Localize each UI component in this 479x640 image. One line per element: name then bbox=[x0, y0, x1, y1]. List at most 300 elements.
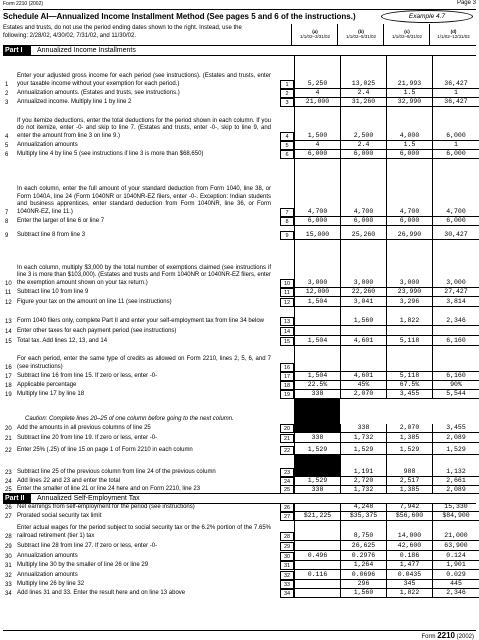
form-line-13 bbox=[3, 307, 476, 326]
value-cell[interactable]: 1,477 bbox=[386, 561, 432, 570]
value-cell[interactable]: 26,990 bbox=[386, 226, 432, 240]
value-cell[interactable]: 1 bbox=[432, 89, 479, 98]
value-cell[interactable]: 4,700 bbox=[386, 159, 432, 217]
value-cell[interactable]: 296 bbox=[340, 580, 386, 589]
column-period: 1/1/02–12/31/02 bbox=[437, 34, 470, 39]
value-cell[interactable]: 32,990 bbox=[386, 98, 432, 107]
shaded-cell bbox=[294, 399, 340, 425]
value-cell[interactable]: 0.496 bbox=[294, 551, 340, 561]
value-cell[interactable]: 5,118 bbox=[386, 372, 432, 381]
line-number: 13 bbox=[5, 319, 12, 325]
value-cell[interactable]: 2,661 bbox=[432, 477, 479, 486]
value-cell[interactable]: 2,500 bbox=[340, 107, 386, 141]
line-box-number: 22 bbox=[280, 446, 294, 455]
value-cell[interactable] bbox=[432, 346, 479, 372]
schedule-header bbox=[3, 9, 476, 24]
value-cell[interactable]: 7,942 bbox=[386, 503, 432, 512]
line-box-number: 3 bbox=[280, 98, 294, 107]
line-box-number: 21 bbox=[280, 434, 294, 443]
value-cell[interactable]: 1,504 bbox=[294, 336, 340, 346]
form-line-19 bbox=[3, 390, 476, 399]
line-number: 2 bbox=[5, 91, 9, 97]
value-cell[interactable] bbox=[294, 580, 340, 589]
line-box-number: 14 bbox=[280, 327, 294, 336]
page-footer bbox=[3, 630, 476, 640]
value-cell[interactable] bbox=[294, 561, 340, 570]
line-description: Subtract line 20 from line 19. If zero or less, enter -0- bbox=[17, 434, 158, 441]
line-number: 23 bbox=[5, 470, 12, 476]
line-description: Multiply line 30 by the smaller of line 26 or line 29 bbox=[17, 561, 149, 568]
form-line-7 bbox=[3, 159, 476, 217]
value-cell[interactable]: 30,427 bbox=[432, 226, 479, 240]
form-line-9 bbox=[3, 226, 476, 240]
line-number: 3 bbox=[5, 100, 9, 106]
form-line-32 bbox=[3, 570, 476, 580]
line-description: Subtract line 8 from line 3 bbox=[17, 231, 86, 238]
form-line-6 bbox=[3, 150, 476, 159]
line-number: 26 bbox=[5, 505, 12, 511]
form-footer-label bbox=[422, 631, 474, 640]
line-box-number: 6 bbox=[280, 150, 294, 159]
form-line-14 bbox=[3, 326, 476, 336]
form-line-17 bbox=[3, 372, 476, 381]
value-cell[interactable] bbox=[386, 326, 432, 336]
value-cell[interactable]: 1,822 bbox=[386, 307, 432, 326]
column-letter: (c) bbox=[404, 29, 410, 34]
value-cell[interactable]: 2,070 bbox=[340, 390, 386, 399]
part1-header bbox=[3, 45, 476, 56]
line-number: 12 bbox=[5, 300, 12, 306]
form-line-20 bbox=[3, 424, 476, 433]
line-description: Caution: Complete lines 20–25 of one column before going to the next column. bbox=[25, 415, 234, 422]
line-number: 14 bbox=[5, 329, 12, 335]
line-number: 4 bbox=[5, 134, 9, 140]
line-description: Enter the larger of line 6 or line 7 bbox=[17, 217, 105, 224]
form-line-3 bbox=[3, 98, 476, 107]
form-line-30 bbox=[3, 551, 476, 561]
line-number: 28 bbox=[5, 534, 12, 540]
line-description: Subtract line 10 from line 9 bbox=[17, 288, 89, 295]
form-line-33 bbox=[3, 580, 476, 589]
value-cell[interactable]: 4,601 bbox=[340, 372, 386, 381]
value-cell[interactable]: 345 bbox=[386, 580, 432, 589]
line-description: Annualized income. Multiply line 1 by line 2 bbox=[17, 98, 132, 105]
line-description: Prorated social security tax limit bbox=[17, 512, 102, 519]
part1-title: Annualized Income Installments bbox=[37, 47, 136, 54]
value-cell[interactable]: 1,500 bbox=[294, 107, 340, 141]
page-header bbox=[3, 0, 476, 9]
value-cell[interactable]: 63,900 bbox=[432, 541, 479, 551]
line-description: Enter your adjusted gross income for each period (see instructions). (Estates and trusts, enter your taxable income without your exemption for each period.) bbox=[17, 73, 271, 87]
value-cell[interactable]: 1,191 bbox=[340, 455, 386, 477]
column-letter: (b) bbox=[358, 29, 364, 34]
form-top-left: Form 2210 (2002) bbox=[3, 1, 44, 7]
value-cell[interactable]: 2,089 bbox=[432, 433, 479, 443]
value-cell[interactable]: 3,296 bbox=[386, 297, 432, 307]
line-description: Add lines 31 and 33. Enter the result here and on line 13 above bbox=[17, 589, 186, 596]
value-cell[interactable]: 3,000 bbox=[432, 240, 479, 288]
value-cell[interactable]: 0.029 bbox=[432, 570, 479, 580]
line-description: Form 1040 filers only, complete Part II and enter your self-employment tax from line 34 below bbox=[17, 317, 264, 324]
part1-label: Part I bbox=[3, 46, 31, 55]
value-cell[interactable]: 21,000 bbox=[432, 521, 479, 541]
line-number: 21 bbox=[5, 436, 12, 442]
line-number: 34 bbox=[5, 591, 12, 597]
value-cell[interactable]: 1,529 bbox=[294, 443, 340, 455]
value-cell[interactable]: 36,427 bbox=[432, 56, 479, 89]
line-box-number: 13 bbox=[280, 317, 294, 326]
line-box-number: 2 bbox=[280, 89, 294, 98]
value-cell[interactable]: 3,000 bbox=[386, 240, 432, 288]
value-cell[interactable]: 1,560 bbox=[340, 589, 386, 598]
value-cell[interactable]: 1,732 bbox=[340, 433, 386, 443]
value-cell[interactable] bbox=[294, 503, 340, 512]
value-cell[interactable]: 6,000 bbox=[432, 107, 479, 141]
value-cell[interactable]: 6,000 bbox=[432, 150, 479, 159]
column-period: 1/1/02–5/31/02 bbox=[345, 34, 377, 39]
value-cell[interactable]: 3,041 bbox=[340, 297, 386, 307]
value-cell[interactable]: 4,000 bbox=[386, 107, 432, 141]
value-cell[interactable]: 338 bbox=[294, 390, 340, 399]
value-cell[interactable]: 15,330 bbox=[432, 503, 479, 512]
value-cell[interactable]: 1,901 bbox=[432, 561, 479, 570]
line-number: 18 bbox=[5, 383, 12, 389]
value-cell[interactable]: 2,346 bbox=[432, 307, 479, 326]
value-cell[interactable]: 2,720 bbox=[340, 477, 386, 486]
line-number: 7 bbox=[5, 210, 9, 216]
line-description: Subtract line 16 from line 15. If zero or less, enter -0- bbox=[17, 372, 158, 379]
line-number: 22 bbox=[5, 448, 12, 454]
line-box-number: 28 bbox=[280, 532, 294, 541]
value-cell[interactable]: 90% bbox=[432, 381, 479, 390]
line-description: In each column, enter the full amount of your standard deduction from Form 1040, line 38, or Form 1040A, line 24 (Form 1040NR or 1040NR-EZ filers, enter -0-. Exception: Indian students and business apprentices, enter standard deduction from Form 1040NR, line 36, or Form 1040NR-EZ, line 11.) bbox=[17, 186, 271, 215]
form-line-27 bbox=[3, 512, 476, 521]
line-number: 1 bbox=[5, 82, 9, 88]
line-box-number: 4 bbox=[280, 132, 294, 141]
value-cell[interactable]: 1,529 bbox=[340, 443, 386, 455]
line-box-number: 18 bbox=[280, 381, 294, 390]
line-number: 10 bbox=[5, 281, 12, 287]
form-year: (2002) bbox=[456, 634, 474, 640]
line-box-number: 33 bbox=[280, 580, 294, 589]
line-number: 32 bbox=[5, 573, 12, 579]
line-description: In each column, multiply $3,000 by the total number of exemptions claimed (see instructions if line 3 is more than $103,000). (Estates and trusts and Form 1040NR or 1040NR-EZ filers, enter the exemption amount shown on your tax return.) bbox=[17, 264, 271, 286]
line-box-number: 29 bbox=[280, 542, 294, 551]
value-cell[interactable]: $35,375 bbox=[340, 512, 386, 521]
line-box-number: 32 bbox=[280, 571, 294, 580]
line-description: Figure your tax on the amount on line 11 (see instructions) bbox=[17, 298, 172, 305]
value-cell[interactable]: 4,601 bbox=[340, 336, 386, 346]
line-description: Subtract line 25 of the previous column from line 24 of the previous column bbox=[17, 468, 216, 475]
value-cell[interactable]: 4,248 bbox=[340, 503, 386, 512]
column-period: 1/1/02–8/31/02 bbox=[391, 34, 423, 39]
form-line-31 bbox=[3, 561, 476, 570]
example-badge: Example 4.7 bbox=[381, 10, 473, 23]
line-description: Annualization amounts bbox=[17, 571, 78, 578]
value-cell[interactable] bbox=[294, 346, 340, 372]
line-box-number: 12 bbox=[280, 298, 294, 307]
form-line-12 bbox=[3, 297, 476, 307]
form-line-11 bbox=[3, 288, 476, 297]
form-line-34 bbox=[3, 589, 476, 598]
line-number: 30 bbox=[5, 554, 12, 560]
line-box-number: 8 bbox=[280, 217, 294, 226]
value-cell[interactable]: 67.5% bbox=[386, 381, 432, 390]
value-cell[interactable]: 0.116 bbox=[294, 570, 340, 580]
line-description: Subtract line 28 from line 27. If zero or less, enter -0- bbox=[17, 542, 158, 549]
value-cell[interactable] bbox=[294, 541, 340, 551]
line-description: Annualization amounts bbox=[17, 141, 78, 148]
value-cell[interactable]: 2,070 bbox=[386, 424, 432, 433]
form-line-29 bbox=[3, 541, 476, 551]
value-cell[interactable]: 22,260 bbox=[340, 288, 386, 297]
line-box-number: 27 bbox=[280, 512, 294, 521]
value-cell[interactable]: 2,517 bbox=[386, 477, 432, 486]
line-description: For each period, enter the same type of credits as allowed on Form 2210, lines 2, 5, 6, and 7 (see instructions) bbox=[17, 356, 271, 370]
line-box-number: 5 bbox=[280, 141, 294, 150]
line-box-number: 25 bbox=[280, 485, 294, 494]
value-cell[interactable] bbox=[432, 326, 479, 336]
column-header-c bbox=[383, 24, 430, 45]
value-cell[interactable]: 22.5% bbox=[294, 381, 340, 390]
value-cell[interactable]: 21,993 bbox=[386, 56, 432, 89]
value-cell[interactable]: 5,544 bbox=[432, 390, 479, 399]
value-cell[interactable]: 4 bbox=[294, 141, 340, 150]
line-number: 11 bbox=[5, 290, 12, 296]
form-line-caution bbox=[3, 399, 476, 424]
value-cell[interactable]: 14,000 bbox=[386, 521, 432, 541]
value-cell[interactable]: 5,250 bbox=[294, 56, 340, 89]
value-cell[interactable]: 1,504 bbox=[294, 372, 340, 381]
line-description: Enter other taxes for each payment period (see instructions) bbox=[17, 327, 177, 334]
value-cell[interactable]: 45% bbox=[340, 381, 386, 390]
value-cell[interactable]: 1.5 bbox=[386, 141, 432, 150]
form-line-22 bbox=[3, 443, 476, 455]
value-cell[interactable]: 6,000 bbox=[340, 217, 386, 226]
column-letter: (a) bbox=[312, 29, 318, 34]
value-cell[interactable]: 6,000 bbox=[386, 150, 432, 159]
line-description: Multiply line 4 by line 5 (see instructions if line 3 is more than $68,650) bbox=[17, 150, 204, 157]
value-cell[interactable]: 1,560 bbox=[340, 307, 386, 326]
form-line-16 bbox=[3, 346, 476, 372]
schedule-title: Schedule AI—Annualized Income Installment Method (See pages 5 and 6 of the instructions.) bbox=[3, 12, 356, 21]
form-line-5 bbox=[3, 141, 476, 150]
value-cell[interactable]: 338 bbox=[340, 424, 386, 433]
value-cell[interactable]: 2.4 bbox=[340, 141, 386, 150]
value-cell[interactable]: 8,750 bbox=[340, 521, 386, 541]
column-header-d bbox=[429, 24, 477, 45]
value-cell[interactable]: 1,504 bbox=[294, 297, 340, 307]
value-cell[interactable]: 1,529 bbox=[432, 443, 479, 455]
line-box-number: 16 bbox=[280, 363, 294, 372]
value-cell[interactable]: 4,700 bbox=[340, 159, 386, 217]
line-number: 8 bbox=[5, 219, 9, 225]
column-letter: (d) bbox=[450, 29, 457, 34]
form-line-10 bbox=[3, 240, 476, 288]
line-number: 33 bbox=[5, 582, 12, 588]
column-period: 1/1/02–3/31/02 bbox=[299, 34, 331, 39]
value-cell[interactable]: 31,260 bbox=[340, 98, 386, 107]
value-cell[interactable]: 1,132 bbox=[432, 455, 479, 477]
value-cell[interactable] bbox=[340, 326, 386, 336]
line-box-number: 15 bbox=[280, 337, 294, 346]
value-cell[interactable]: 6,000 bbox=[294, 217, 340, 226]
column-header-a bbox=[291, 24, 338, 45]
form-number: 2210 bbox=[437, 631, 455, 640]
line-description: Total tax. Add lines 12, 13, and 14 bbox=[17, 337, 108, 344]
line-box-number: 23 bbox=[280, 468, 294, 477]
value-cell[interactable] bbox=[294, 307, 340, 326]
value-cell[interactable]: 6,160 bbox=[432, 336, 479, 346]
value-cell[interactable]: $84,900 bbox=[432, 512, 479, 521]
line-description: Annualization amounts. (Estates and trusts, see instructions.) bbox=[17, 89, 180, 96]
value-cell[interactable]: 3,455 bbox=[432, 424, 479, 433]
line-box-number: 10 bbox=[280, 279, 294, 288]
line-number: 6 bbox=[5, 152, 9, 158]
form-line-4 bbox=[3, 107, 476, 141]
value-cell[interactable] bbox=[340, 346, 386, 372]
value-cell[interactable]: 1,822 bbox=[386, 589, 432, 598]
value-cell[interactable]: 1 bbox=[432, 141, 479, 150]
value-cell[interactable]: 5,118 bbox=[386, 336, 432, 346]
line-number: 25 bbox=[5, 487, 12, 493]
value-cell[interactable]: 3,000 bbox=[294, 240, 340, 288]
form-word: Form bbox=[421, 634, 436, 640]
value-cell[interactable] bbox=[386, 346, 432, 372]
line-number: 20 bbox=[5, 426, 12, 432]
value-cell[interactable]: 1,529 bbox=[294, 477, 340, 486]
line-description: Enter 25% (.25) of line 15 on page 1 of Form 2210 in each column bbox=[17, 446, 193, 453]
value-cell[interactable]: 6,000 bbox=[432, 217, 479, 226]
line-box-number: 11 bbox=[280, 288, 294, 297]
line-number: 19 bbox=[5, 392, 12, 398]
value-cell[interactable]: 27,427 bbox=[432, 288, 479, 297]
value-cell[interactable]: 3,000 bbox=[340, 240, 386, 288]
value-cell[interactable]: 1.5 bbox=[386, 89, 432, 98]
form-line-2 bbox=[3, 89, 476, 98]
value-cell[interactable]: 23,990 bbox=[386, 288, 432, 297]
value-cell[interactable]: 1,732 bbox=[340, 486, 386, 494]
value-cell[interactable]: 338 bbox=[294, 486, 340, 494]
line-number: 24 bbox=[5, 479, 12, 485]
line-box-number: 30 bbox=[280, 552, 294, 561]
line-number: 16 bbox=[5, 365, 12, 371]
value-cell[interactable]: 0.0435 bbox=[386, 570, 432, 580]
value-cell[interactable]: 6,000 bbox=[340, 150, 386, 159]
value-cell[interactable]: 0.186 bbox=[386, 551, 432, 561]
form-line-23 bbox=[3, 455, 476, 477]
line-number: 15 bbox=[5, 339, 12, 345]
line-number: 17 bbox=[5, 374, 12, 380]
line-box-number: 1 bbox=[280, 80, 294, 89]
value-cell[interactable] bbox=[294, 326, 340, 336]
form-line-15 bbox=[3, 336, 476, 346]
line-description: If you itemize deductions, enter the total deductions for the period shown in each column. If you do not itemize, enter -0- and skip to line 7. (Estates and trusts, enter -0-, skip to line 9, and enter the amount from line 3 on line 9.) bbox=[17, 117, 271, 139]
part2-title: Annualized Self-Employment Tax bbox=[37, 495, 140, 502]
value-cell[interactable]: 1,529 bbox=[386, 443, 432, 455]
value-cell[interactable]: 2,346 bbox=[432, 589, 479, 598]
value-cell[interactable] bbox=[294, 521, 340, 541]
value-cell[interactable]: 988 bbox=[386, 455, 432, 477]
line-description: Annualization amounts bbox=[17, 552, 78, 559]
form-line-1 bbox=[3, 56, 476, 89]
line-description: Enter the smaller of line 21 or line 24 here and on Form 2210, line 23 bbox=[17, 485, 201, 492]
line-box-number: 17 bbox=[280, 372, 294, 381]
value-cell[interactable]: 0.124 bbox=[432, 551, 479, 561]
value-cell[interactable]: 6,160 bbox=[432, 372, 479, 381]
value-cell[interactable]: 3,455 bbox=[386, 390, 432, 399]
line-number: 27 bbox=[5, 514, 12, 520]
line-number: 5 bbox=[5, 143, 9, 149]
value-cell[interactable]: $56,600 bbox=[386, 512, 432, 521]
value-cell[interactable]: 21,000 bbox=[294, 98, 340, 107]
value-cell[interactable]: 3,814 bbox=[432, 297, 479, 307]
value-cell[interactable]: 4,700 bbox=[432, 159, 479, 217]
line-box-number: 20 bbox=[280, 424, 294, 433]
part2-label: Part II bbox=[3, 494, 31, 503]
value-cell[interactable]: 12,000 bbox=[294, 288, 340, 297]
shaded-cell bbox=[294, 424, 340, 433]
value-cell[interactable]: 0.0696 bbox=[340, 570, 386, 580]
line-box-number: 19 bbox=[280, 390, 294, 399]
form-line-18 bbox=[3, 381, 476, 390]
shaded-cell bbox=[294, 455, 340, 477]
value-cell[interactable]: 4,700 bbox=[294, 159, 340, 217]
value-cell[interactable]: 2,089 bbox=[432, 486, 479, 494]
value-cell[interactable]: 2.4 bbox=[340, 89, 386, 98]
column-header-b bbox=[337, 24, 384, 45]
estates-note: Estates and trusts, do not use the period ending dates shown to the right. Instead, use the following: 2/28/02, 4/30/02, 7/31/02, and 11/30/02. bbox=[3, 25, 242, 39]
value-cell[interactable]: 1,385 bbox=[386, 433, 432, 443]
line-number: 31 bbox=[5, 563, 12, 569]
value-cell[interactable]: 6,000 bbox=[386, 217, 432, 226]
line-box-number: 7 bbox=[280, 208, 294, 217]
line-description: Net earnings from self-employment for the period (see instructions) bbox=[17, 503, 195, 510]
form-line-8 bbox=[3, 217, 476, 226]
line-box-number: 34 bbox=[280, 589, 294, 598]
value-cell[interactable]: 42,600 bbox=[386, 541, 432, 551]
value-cell[interactable]: 0.2976 bbox=[340, 551, 386, 561]
line-description: Applicable percentage bbox=[17, 381, 77, 388]
line-box-number: 24 bbox=[280, 477, 294, 486]
line-description: Add lines 22 and 23 and enter the total bbox=[17, 477, 121, 484]
line-description: Multiply line 26 by line 32 bbox=[17, 580, 85, 587]
value-cell[interactable]: 25,260 bbox=[340, 226, 386, 240]
value-cell[interactable]: 1,264 bbox=[340, 561, 386, 570]
form-line-26 bbox=[3, 503, 476, 512]
value-cell[interactable]: 6,000 bbox=[294, 150, 340, 159]
line-box-number: 9 bbox=[280, 231, 294, 240]
value-cell[interactable]: 15,000 bbox=[294, 226, 340, 240]
value-cell[interactable]: 1,385 bbox=[386, 486, 432, 494]
line-description: Multiply line 17 by line 18 bbox=[17, 390, 85, 397]
form-line-28 bbox=[3, 521, 476, 541]
value-cell[interactable]: 338 bbox=[294, 433, 340, 443]
line-description: Enter actual wages for the period subject to social security tax or the 6.2% portion of the 7.65% railroad retirement (tier 1) tax bbox=[17, 525, 271, 539]
value-cell[interactable]: 36,427 bbox=[432, 98, 479, 107]
value-cell[interactable]: 13,025 bbox=[340, 56, 386, 89]
form-line-21 bbox=[3, 433, 476, 443]
page-label: Page 3 bbox=[456, 0, 476, 6]
value-cell[interactable]: 4 bbox=[294, 89, 340, 98]
line-number: 9 bbox=[5, 233, 9, 239]
estates-note-row bbox=[3, 24, 476, 45]
value-cell[interactable]: $21,225 bbox=[294, 512, 340, 521]
value-cell[interactable]: 26,625 bbox=[340, 541, 386, 551]
value-cell[interactable] bbox=[294, 589, 340, 598]
value-cell[interactable]: 445 bbox=[432, 580, 479, 589]
line-box-number: 31 bbox=[280, 561, 294, 570]
